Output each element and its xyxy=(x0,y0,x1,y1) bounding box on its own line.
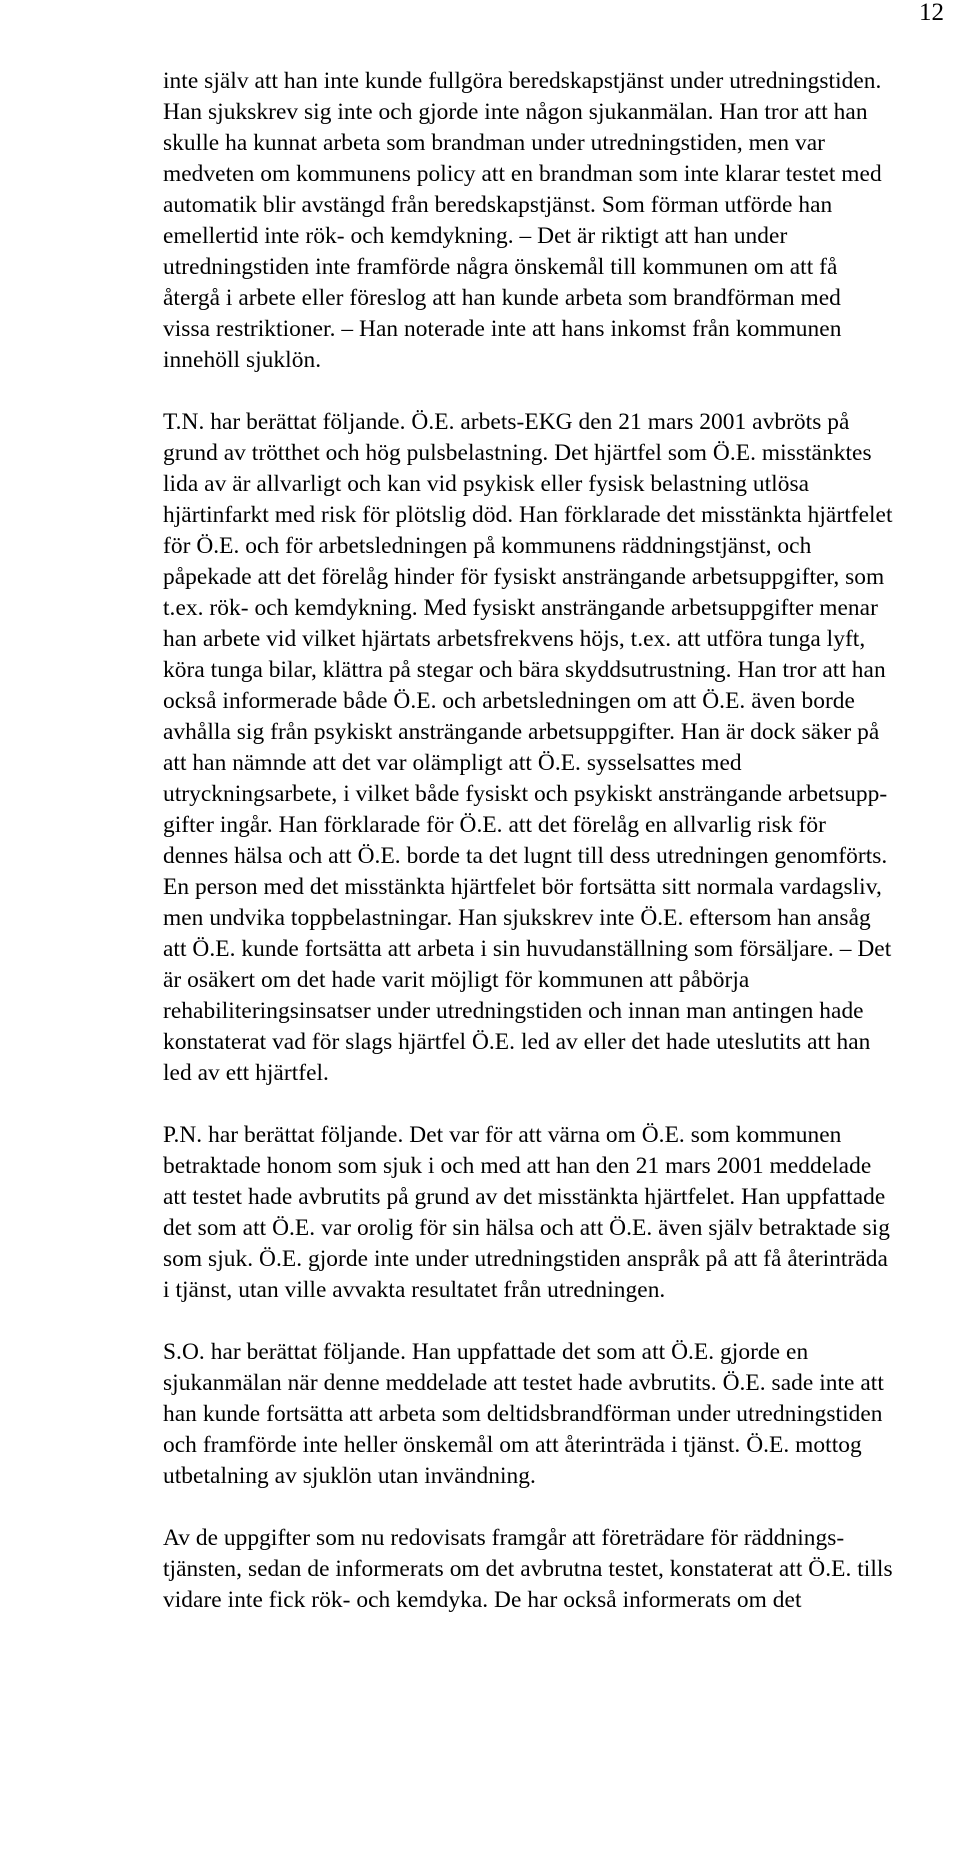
paragraph xyxy=(163,1337,948,1492)
text-line: återgå i arbete eller föreslog att han kunde arbeta som brandförman med xyxy=(163,285,841,311)
text-line: Han sjukskrev sig inte och gjorde inte någon sjukanmälan. Han tror att han xyxy=(163,99,868,125)
text-line: vidare inte fick rök- och kemdyka. De har också informerats om det xyxy=(163,1587,802,1613)
text-line: utbetalning av sjuklön utan invändning. xyxy=(163,1463,536,1489)
text-line: som sjuk. Ö.E. gjorde inte under utredningstiden anspråk på att få återinträda xyxy=(163,1246,888,1272)
text-line: är osäkert om det hade varit möjligt för kommunen att påbörja xyxy=(163,967,750,993)
paragraph xyxy=(163,1523,948,1616)
text-line: utredningstiden inte framförde några önskemål till kommunen om att få xyxy=(163,254,838,280)
text-line: T.N. har berättat följande. Ö.E. arbets-EKG den 21 mars 2001 avbröts på xyxy=(163,409,850,435)
text-line: sjukanmälan när denne meddelade att testet hade avbrutits. Ö.E. sade inte att xyxy=(163,1370,884,1396)
text-line: lida av är allvarligt och kan vid psykisk eller fysisk belastning utlösa xyxy=(163,471,810,497)
text-line: också informerade både Ö.E. och arbetsledningen om att Ö.E. även borde xyxy=(163,688,855,714)
text-line: men undvika toppbelastningar. Han sjukskrev inte Ö.E. eftersom han ansåg xyxy=(163,905,871,931)
text-line: avhålla sig från psykiskt ansträngande arbetsuppgifter. Han är dock säker på xyxy=(163,719,880,745)
text-line: skulle ha kunnat arbeta som brandman under utredningstiden, men var xyxy=(163,130,825,156)
text-line: och framförde inte heller önskemål om att återinträda i tjänst. Ö.E. mottog xyxy=(163,1432,862,1458)
text-line: det som att Ö.E. var orolig för sin hälsa och att Ö.E. även själv betraktade sig xyxy=(163,1215,890,1241)
text-line: led av ett hjärtfel. xyxy=(163,1060,329,1086)
text-line: köra tunga bilar, klättra på stegar och bära skyddsutrustning. Han tror att han xyxy=(163,657,886,683)
text-line: automatik blir avstängd från beredskapstjänst. Som förman utförde han xyxy=(163,192,833,218)
text-line: att Ö.E. kunde fortsätta att arbeta i sin huvudanställning som försäljare. – Det xyxy=(163,936,892,962)
text-line: att testet hade avbrutits på grund av det misstänkta hjärtfelet. Han uppfattade xyxy=(163,1184,886,1210)
text-line: t.ex. rök- och kemdykning. Med fysiskt ansträngande arbetsuppgifter menar xyxy=(163,595,878,621)
text-line: En person med det misstänkta hjärtfelet bör fortsätta sitt normala vardagsliv, xyxy=(163,874,882,900)
page-number: 12 xyxy=(919,0,944,26)
text-line: tjänsten, sedan de informerats om det avbrutna testet, konstaterat att Ö.E. tills xyxy=(163,1556,893,1582)
text-line: emellertid inte rök- och kemdykning. – Det är riktigt att han under xyxy=(163,223,788,249)
paragraph xyxy=(163,1120,948,1306)
document-body xyxy=(163,66,948,1647)
text-line: för Ö.E. och för arbetsledningen på kommunens räddningstjänst, och xyxy=(163,533,812,559)
text-line: inte själv att han inte kunde fullgöra beredskapstjänst under utredningstiden. xyxy=(163,68,882,94)
text-line: utryckningsarbete, i vilket både fysiskt och psykiskt ansträngande arbetsupp- xyxy=(163,781,888,807)
text-line: han kunde fortsätta att arbeta som deltidsbrandförman under utredningstiden xyxy=(163,1401,883,1427)
text-line: Av de uppgifter som nu redovisats framgår att företrädare för räddnings- xyxy=(163,1525,845,1551)
text-line: S.O. har berättat följande. Han uppfattade det som att Ö.E. gjorde en xyxy=(163,1339,809,1365)
text-line: innehöll sjuklön. xyxy=(163,347,322,373)
text-line: P.N. har berättat följande. Det var för att värna om Ö.E. som kommunen xyxy=(163,1122,842,1148)
text-line: att han nämnde att det var olämpligt att Ö.E. sysselsattes med xyxy=(163,750,742,776)
text-line: konstaterat vad för slags hjärtfel Ö.E. led av eller det hade uteslutits att han xyxy=(163,1029,871,1055)
text-line: betraktade honom som sjuk i och med att han den 21 mars 2001 meddelade xyxy=(163,1153,872,1179)
paragraph xyxy=(163,407,948,1089)
text-line: han arbete vid vilket hjärtats arbetsfrekvens höjs, t.ex. att utföra tunga lyft, xyxy=(163,626,866,652)
text-line: rehabiliteringsinsatser under utredningstiden och innan man antingen hade xyxy=(163,998,864,1024)
text-line: hjärtinfarkt med risk för plötslig död. Han förklarade det misstänkta hjärtfelet xyxy=(163,502,893,528)
text-line: medveten om kommunens policy att en brandman som inte klarar testet med xyxy=(163,161,882,187)
text-line: i tjänst, utan ville avvakta resultatet från utredningen. xyxy=(163,1277,666,1303)
text-line: vissa restriktioner. – Han noterade inte att hans inkomst från kommunen xyxy=(163,316,842,342)
paragraph xyxy=(163,66,948,376)
text-line: påpekade att det förelåg hinder för fysiskt ansträngande arbetsuppgifter, som xyxy=(163,564,885,590)
text-line: grund av trötthet och hög pulsbelastning. Det hjärtfel som Ö.E. misstänktes xyxy=(163,440,872,466)
text-line: gifter ingår. Han förklarade för Ö.E. att det förelåg en allvarlig risk för xyxy=(163,812,826,838)
text-line: dennes hälsa och att Ö.E. borde ta det lugnt till dess utredningen genomförts. xyxy=(163,843,888,869)
